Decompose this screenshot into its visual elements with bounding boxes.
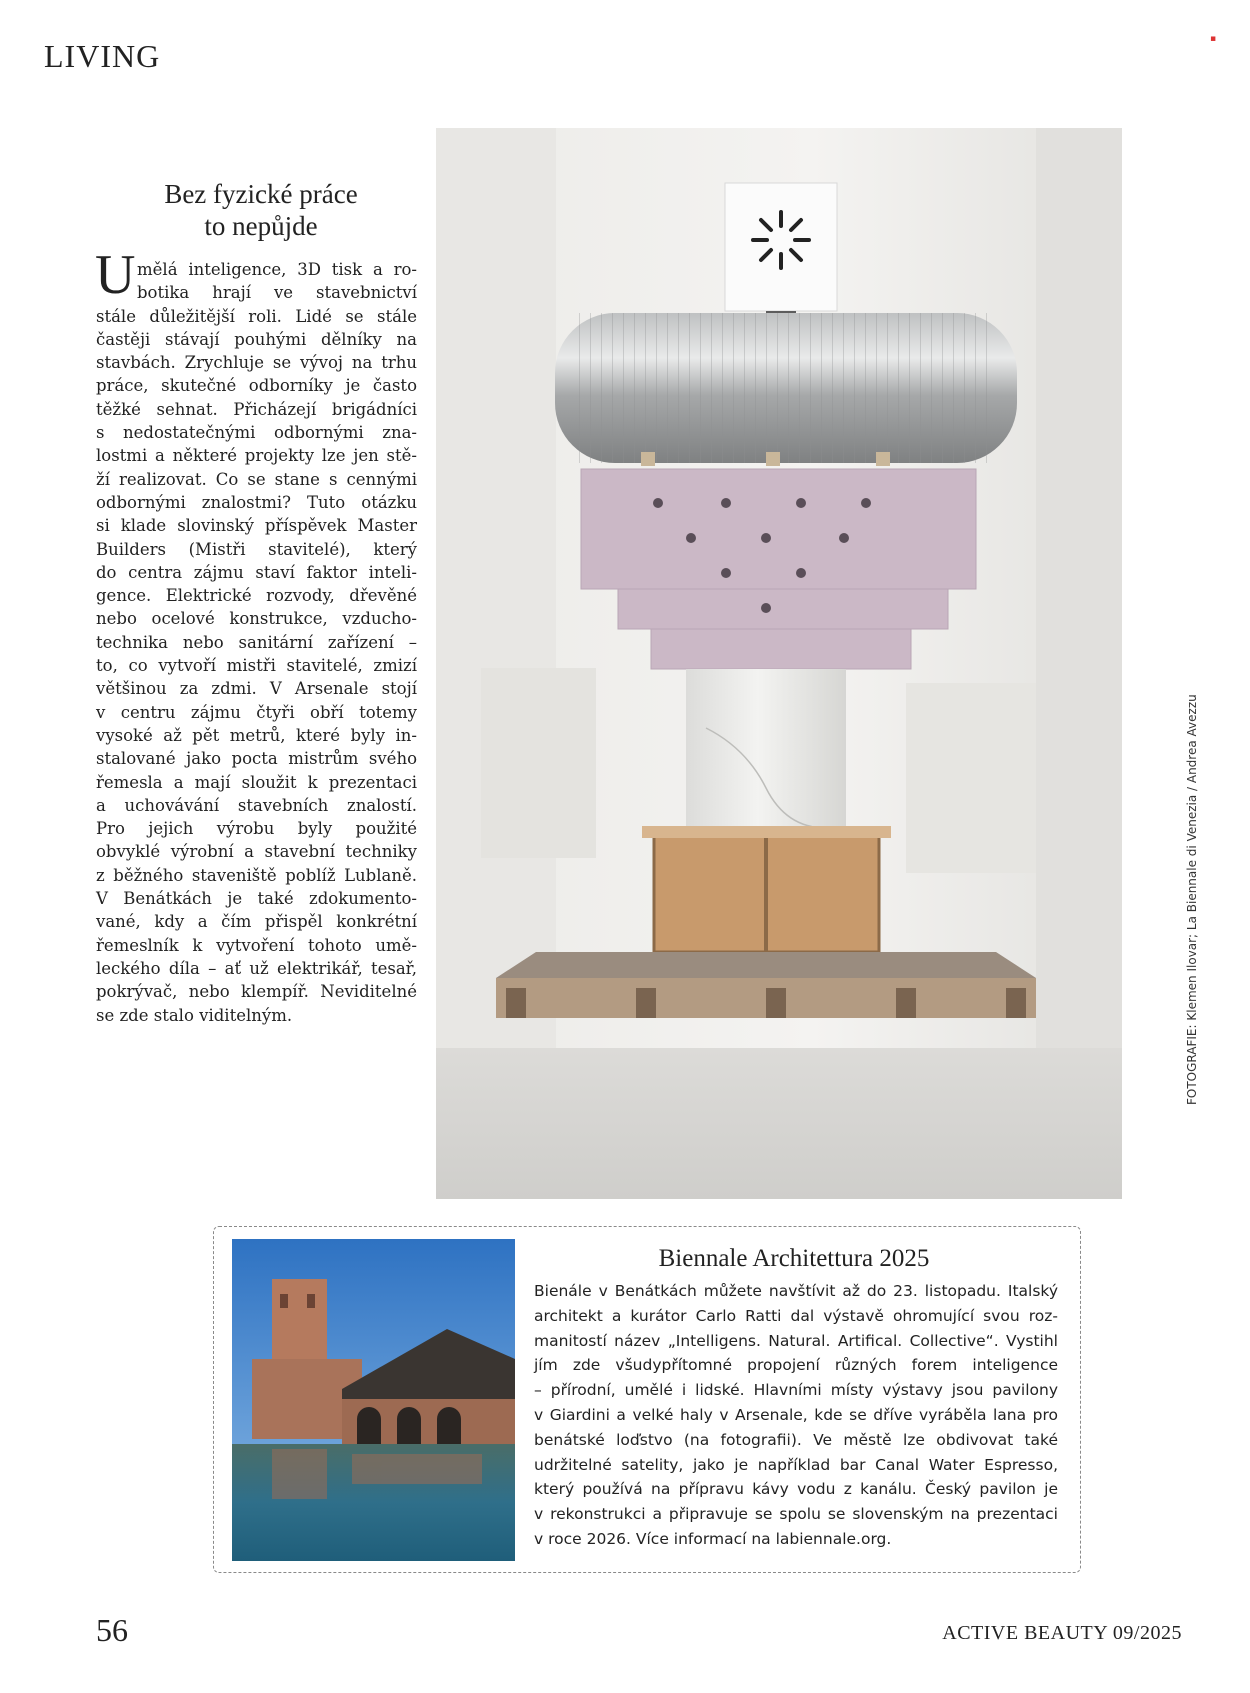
infobox-line: manitostí název „Intelligens. Natural. Artifical. Collective“. Vystihl: [534, 1331, 1058, 1350]
article-line: s nedostatečnými odbornými zna-: [96, 423, 417, 443]
infobox-line: – přírodní, umělé i lidské. Hlavními místy výstavy jsou pavilony: [534, 1381, 1058, 1400]
headline-line-2: to nepůjde: [204, 211, 318, 241]
article-line: pokrývač, nebo klempíř. Neviditelné: [96, 982, 417, 1002]
article-line: to, co vytvoří mistři stavitelé, zmizí: [96, 656, 417, 676]
article-headline: [96, 178, 426, 242]
article-line: z běžného staveniště poblíž Lublaně.: [96, 865, 417, 885]
page-number: 56: [96, 1612, 128, 1648]
main-photo-totem: [436, 128, 1122, 1199]
article-body: [96, 258, 417, 1027]
section-label: LIVING: [44, 38, 161, 74]
article-line: mělá inteligence, 3D tisk a ro-: [137, 260, 417, 279]
article-line: leckého díla – ať už elektrikář, tesař,: [96, 958, 417, 978]
infobox-line: v rekonstrukci a připravuje se spolu se slovenským na prezentaci: [534, 1505, 1058, 1524]
infobox: [213, 1226, 1081, 1573]
article-line: se zde stalo viditelným.: [96, 1005, 293, 1025]
corner-mark: ▪: [1210, 34, 1217, 44]
article-line: si klade slovinský příspěvek Master: [96, 516, 417, 536]
article-line: v centru zájmu čtyři obří totemy: [96, 702, 417, 722]
article-line: stalované jako pocta mistrům svého: [96, 749, 417, 769]
article-line: V Benátkách je také zdokumento-: [96, 889, 417, 909]
article-line: Builders (Mistři stavitelé), který: [96, 539, 417, 559]
article-line: gence. Elektrické rozvody, dřevěné: [96, 586, 417, 606]
article-line: stavbách. Zrychluje se vývoj na trhu: [96, 353, 417, 373]
article-line: ží realizovat. Co se stane s cennými: [96, 469, 417, 489]
infobox-line: v roce 2026. Více informací na labiennale.org.: [534, 1529, 892, 1548]
infobox-title: Biennale Architettura 2025: [658, 1245, 930, 1272]
infobox-line: architekt a kurátor Carlo Ratti dal výstavě ohromující svou roz-: [534, 1306, 1058, 1325]
article-line: stále důležitější roli. Lidé se stále: [96, 306, 417, 326]
article-line: častěji stávají pouhými dělníky na: [96, 329, 417, 349]
headline-line-1: Bez fyzické práce: [164, 179, 358, 209]
article-line: obvyklé výrobní a stavební techniky: [96, 842, 417, 862]
article-line: a uchovávání stavebních znalostí.: [96, 795, 417, 815]
magazine-name: ACTIVE BEAUTY 09/2025: [942, 1622, 1182, 1644]
article-line: většinou za zdmi. V Arsenale stojí: [96, 679, 417, 699]
drop-cap: U: [95, 244, 136, 306]
article-line: vané, kdy a čím přispěl konkrétní: [96, 912, 417, 932]
infobox-line: který používá na přípravu kávy vodu z kanálu. Český pavilon je: [534, 1480, 1058, 1499]
article-line: lostmi a některé projekty lze jen stě-: [96, 446, 417, 466]
article-line: botika hrají ve stavebnictví: [137, 283, 417, 303]
infobox-line: udržitelné satelity, jako je například bar Canal Water Espresso,: [534, 1455, 1058, 1474]
infobox-line: v Giardini a velké haly v Arsenale, kde se dříve vyráběla lana pro: [534, 1405, 1058, 1424]
article-line: vysoké až pět metrů, které byly in-: [96, 725, 417, 745]
article-line: nebo ocelové konstrukce, vzducho-: [96, 609, 417, 629]
article-line: odbornými znalostmi? Tuto otázku: [96, 492, 417, 512]
infobox-photo-arsenale: [232, 1239, 515, 1561]
infobox-line: Bienále v Benátkách můžete navštívit až do 23. listopadu. Italský: [534, 1282, 1058, 1300]
article-line: řemesla a mají sloužit k prezentaci: [96, 772, 417, 792]
infobox-line: jím zde všudypřítomné propojení různých forem inteligence: [534, 1356, 1058, 1375]
article-line: technika nebo sanitární zařízení –: [96, 632, 417, 652]
article-line: Pro jejich výrobu byly použité: [96, 819, 417, 839]
article-line: práce, skutečné odborníky je často: [96, 376, 417, 396]
photo-credit: FOTOGRAFIE: Klemen Ilovar; La Biennale di Venezia / Andrea Avezzu: [1185, 694, 1199, 1105]
article-line: těžké sehnat. Přicházejí brigádníci: [96, 399, 417, 419]
infobox-body: [534, 1279, 1058, 1552]
article-line: do centra zájmu staví faktor inteli-: [96, 562, 417, 582]
infobox-line: benátské loďstvo (na fotografii). Ve městě lze obdivovat také: [534, 1430, 1058, 1449]
article-line: řemeslník k vytvoření tohoto umě-: [96, 935, 417, 955]
